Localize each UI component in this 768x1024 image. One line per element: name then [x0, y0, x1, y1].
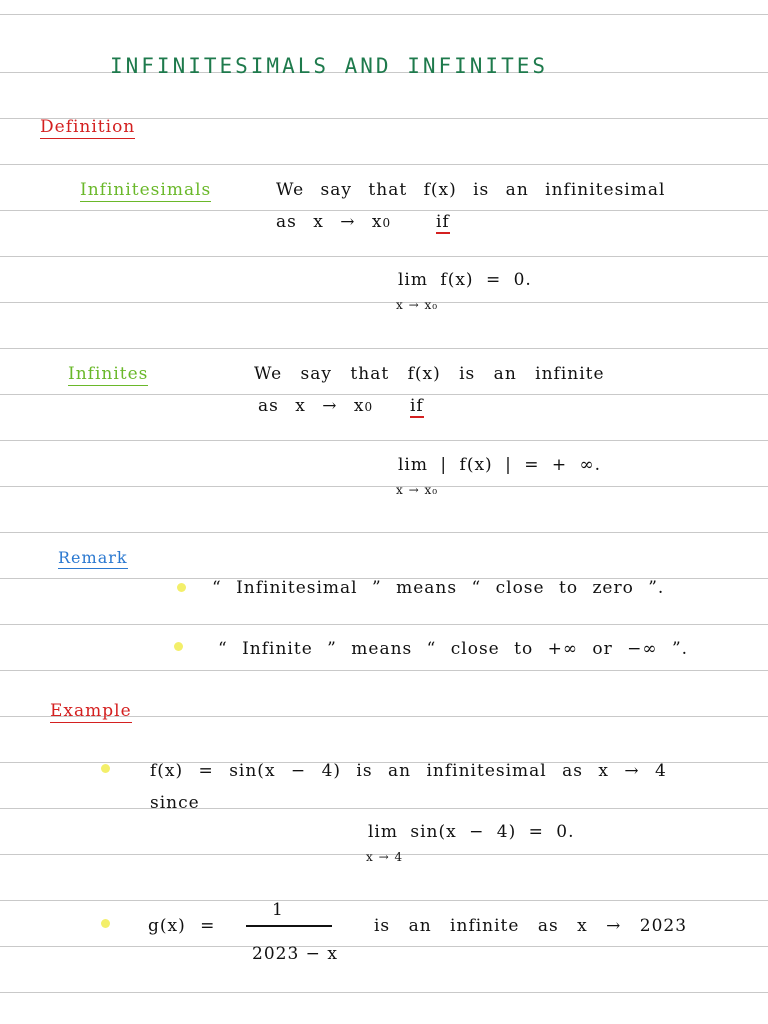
limit-subscript: x → x₀	[396, 483, 439, 497]
example-statement: is an infinite as x → 2023	[374, 916, 688, 936]
limit-expression: lim | f(x) | = + ∞.	[398, 455, 602, 475]
infinitesimals-definition-line1: We say that f(x) is an infinitesimal	[276, 180, 666, 200]
page-title: INFINITESIMALS AND INFINITES	[110, 54, 549, 78]
condition-subscript: 0	[364, 400, 374, 414]
infinites-label: Infinites	[68, 364, 149, 384]
infinites-definition-line1: We say that f(x) is an infinite	[254, 364, 605, 384]
fraction-denominator: 2023 − x	[252, 944, 338, 964]
infinitesimals-label: Infinitesimals	[80, 180, 212, 200]
limit-subscript: x → x₀	[396, 298, 439, 312]
fraction-numerator: 1	[272, 900, 284, 920]
condition-text: as x → x	[276, 212, 383, 232]
bullet-icon	[101, 764, 110, 773]
infinitesimals-definition-line2	[276, 212, 391, 232]
remark-item: “ Infinite ” means “ close to +∞ or −∞ ”.	[218, 639, 689, 659]
example-heading: Example	[50, 701, 132, 721]
condition-text: as x → x	[258, 396, 365, 416]
remark-heading: Remark	[58, 548, 128, 567]
if-keyword: if	[436, 212, 450, 232]
limit-subscript: x → 4	[366, 850, 404, 864]
remark-item: “ Infinitesimal ” means “ close to zero ”.	[212, 578, 665, 598]
condition-subscript: 0	[382, 216, 392, 230]
example-statement: f(x) = sin(x − 4) is an infinitesimal as x → 4	[150, 761, 667, 781]
if-keyword: if	[410, 396, 424, 416]
limit-expression: lim sin(x − 4) = 0.	[368, 822, 575, 842]
bullet-icon	[101, 919, 110, 928]
function-lhs: g(x) =	[148, 916, 216, 936]
fraction-bar	[246, 925, 332, 927]
definition-heading: Definition	[40, 117, 136, 137]
example-since: since	[150, 793, 200, 813]
bullet-icon	[174, 642, 183, 651]
infinites-definition-line2	[258, 396, 373, 416]
limit-expression: lim f(x) = 0.	[398, 270, 532, 290]
bullet-icon	[177, 583, 186, 592]
